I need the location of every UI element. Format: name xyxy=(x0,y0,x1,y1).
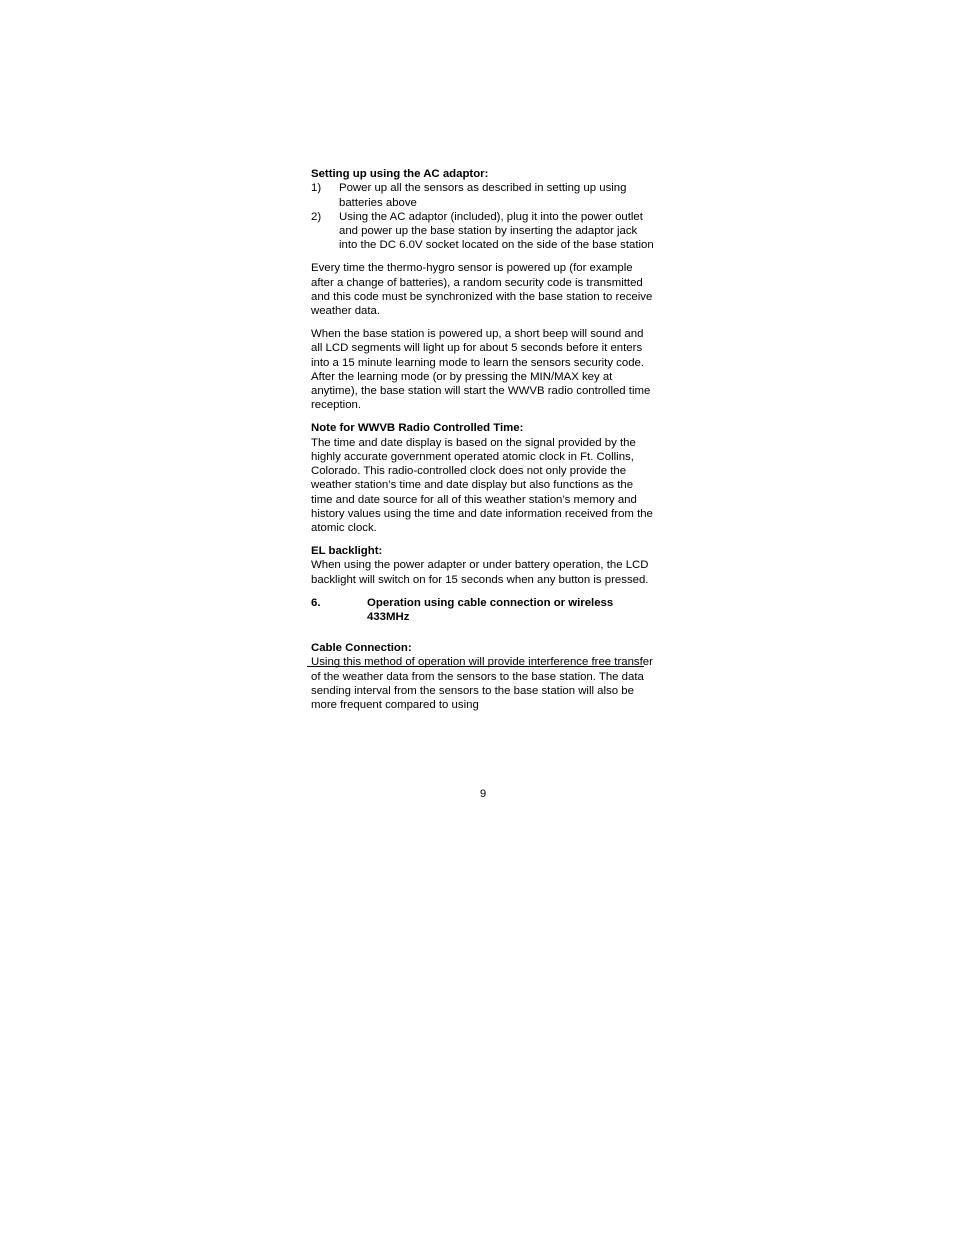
list-item-text: Power up all the sensors as described in setting up using batteries above xyxy=(339,182,627,209)
section-heading-operation xyxy=(311,596,656,625)
el-backlight-paragraph: When using the power adapter or under battery operation, the LCD backlight will switch on for 15 seconds when any button is pressed. xyxy=(311,559,649,586)
list-item xyxy=(311,210,656,253)
el-backlight-heading: EL backlight: xyxy=(311,545,383,558)
cable-connection-paragraph: Using this method of operation will provide interference free transfer of the weather data from the sensors to the base station. The data sending interval from the sensors to the base station will also be more frequent compared to using xyxy=(311,656,653,712)
cable-connection-heading: Cable Connection: xyxy=(311,642,412,655)
section-divider xyxy=(307,666,644,667)
ac-adaptor-heading: Setting up using the AC adaptor: xyxy=(311,168,489,180)
learning-mode-paragraph: When the base station is powered up, a short beep will sound and all LCD segments will light up for about 5 seconds before it enters into a 15 minute learning mode to learn the sensors security code. After the learning mode (or by pressing the MIN/MAX key at anytime), the base station will start the WWVB radio controlled time reception. xyxy=(311,327,651,412)
security-code-paragraph: Every time the thermo-hygro sensor is powered up (for example after a change of batteries), a random security code is transmitted and this code must be synchronized with the base station to receive weather data. xyxy=(311,262,653,318)
list-item-number: 2) xyxy=(311,210,322,223)
manual-page-body xyxy=(311,167,656,713)
list-item-number: 1) xyxy=(311,182,322,195)
section-number: 6. xyxy=(311,596,321,609)
wwvb-note-paragraph: The time and date display is based on the signal provided by the highly accurate government operated atomic clock in Ft. Collins, Colorado. This radio-controlled clock does not only provide the weather station’s time and date display but also functions as the time and date source for all of this weather station’s memory and history values using the time and date information received from the atomic clock. xyxy=(311,436,653,535)
page-number: 9 xyxy=(479,788,487,800)
list-item xyxy=(311,181,656,210)
wwvb-note-heading: Note for WWVB Radio Controlled Time: xyxy=(311,422,524,435)
list-item-text: Using the AC adaptor (included), plug it into the power outlet and power up the base station by inserting the adaptor jack into the DC 6.0V socket located on the side of the base station xyxy=(339,210,654,252)
section-title: Operation using cable connection or wireless 433MHz xyxy=(367,596,614,623)
